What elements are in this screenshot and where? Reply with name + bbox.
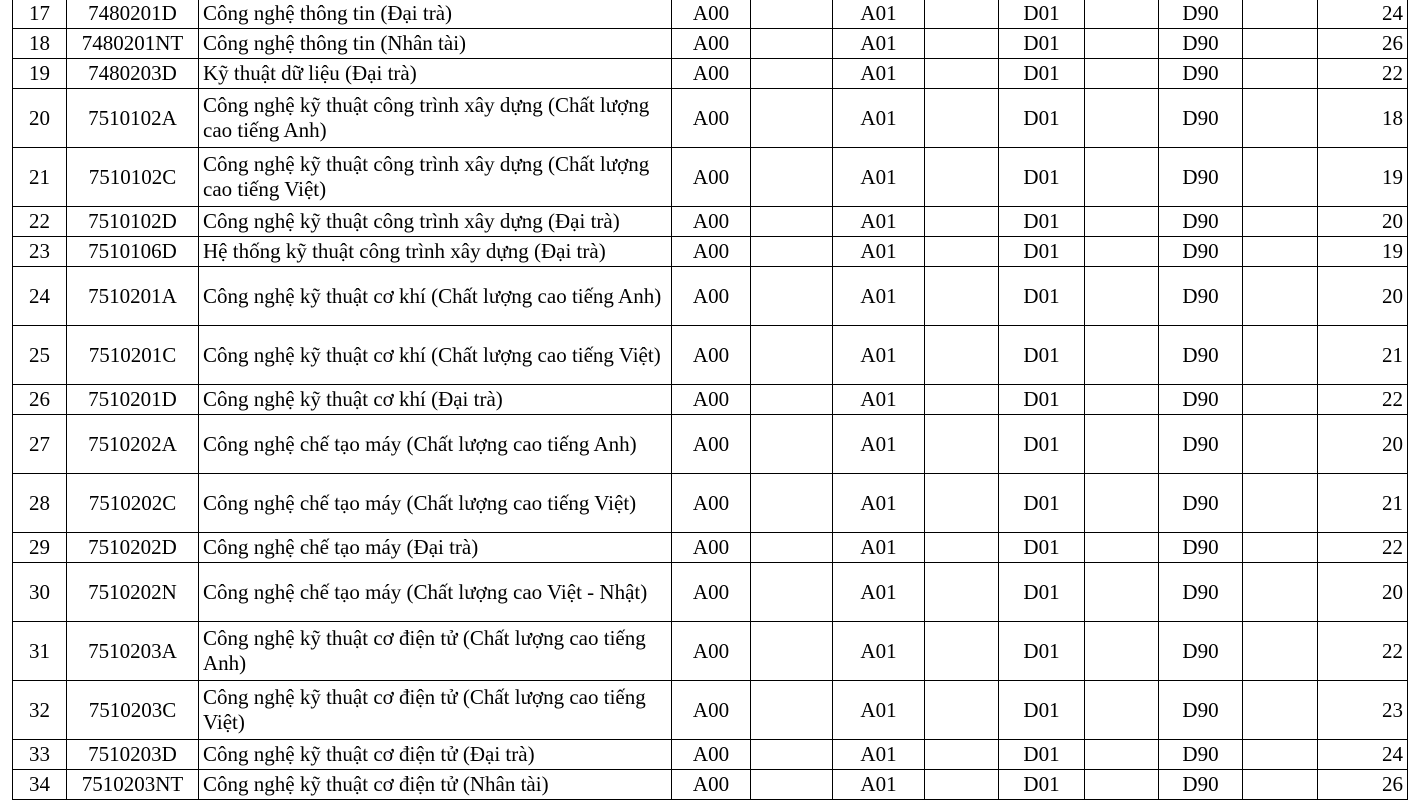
subject-block-1: A00 [672,415,751,474]
benchmark-score: 20 [1318,267,1408,326]
major-name: Công nghệ kỹ thuật cơ điện tử (Nhân tài) [199,770,672,800]
empty-cell [1243,267,1318,326]
row-number: 23 [13,237,67,267]
table-row [13,148,1408,207]
major-name: Công nghệ kỹ thuật cơ điện tử (Đại trà) [199,740,672,770]
table-row [13,29,1408,59]
empty-cell [1085,681,1159,740]
row-number: 25 [13,326,67,385]
benchmark-score: 26 [1318,29,1408,59]
empty-cell [925,59,999,89]
major-name: Hệ thống kỹ thuật công trình xây dựng (Đại trà) [199,237,672,267]
major-name: Công nghệ kỹ thuật cơ điện tử (Chất lượng cao tiếng Việt) [199,681,672,740]
subject-block-1: A00 [672,474,751,533]
subject-block-3: D01 [999,474,1085,533]
benchmark-score: 21 [1318,326,1408,385]
table-row [13,326,1408,385]
major-name: Công nghệ kỹ thuật công trình xây dựng (Đại trà) [199,207,672,237]
row-number: 17 [13,0,67,29]
empty-cell [751,474,833,533]
subject-block-2: A01 [833,740,925,770]
subject-block-3: D01 [999,89,1085,148]
subject-block-2: A01 [833,563,925,622]
row-number: 21 [13,148,67,207]
subject-block-2: A01 [833,59,925,89]
subject-block-4: D90 [1159,474,1243,533]
empty-cell [1243,29,1318,59]
major-name: Công nghệ kỹ thuật công trình xây dựng (Chất lượng cao tiếng Việt) [199,148,672,207]
major-code: 7510102D [67,207,199,237]
subject-block-2: A01 [833,622,925,681]
subject-block-3: D01 [999,0,1085,29]
empty-cell [1243,207,1318,237]
table-row [13,207,1408,237]
major-name: Công nghệ chế tạo máy (Chất lượng cao tiếng Việt) [199,474,672,533]
subject-block-2: A01 [833,474,925,533]
subject-block-2: A01 [833,326,925,385]
empty-cell [925,0,999,29]
empty-cell [1085,29,1159,59]
benchmark-score: 24 [1318,0,1408,29]
major-code: 7510201C [67,326,199,385]
subject-block-3: D01 [999,207,1085,237]
empty-cell [925,415,999,474]
row-number: 22 [13,207,67,237]
benchmark-score: 22 [1318,385,1408,415]
empty-cell [1243,533,1318,563]
major-code: 7480201NT [67,29,199,59]
subject-block-4: D90 [1159,385,1243,415]
table-row [13,770,1408,800]
empty-cell [1243,770,1318,800]
major-code: 7510202A [67,415,199,474]
row-number: 27 [13,415,67,474]
subject-block-4: D90 [1159,563,1243,622]
table-row [13,385,1408,415]
empty-cell [1085,237,1159,267]
empty-cell [925,326,999,385]
table-row [13,681,1408,740]
empty-cell [925,207,999,237]
subject-block-2: A01 [833,415,925,474]
subject-block-1: A00 [672,681,751,740]
row-number: 18 [13,29,67,59]
subject-block-1: A00 [672,89,751,148]
empty-cell [1243,415,1318,474]
empty-cell [925,622,999,681]
table-row [13,415,1408,474]
major-name: Công nghệ kỹ thuật công trình xây dựng (Chất lượng cao tiếng Anh) [199,89,672,148]
major-code: 7510201A [67,267,199,326]
empty-cell [1085,0,1159,29]
benchmark-score: 22 [1318,622,1408,681]
row-number: 26 [13,385,67,415]
row-number: 34 [13,770,67,800]
empty-cell [925,237,999,267]
empty-cell [1243,0,1318,29]
subject-block-4: D90 [1159,740,1243,770]
empty-cell [1085,59,1159,89]
benchmark-score: 23 [1318,681,1408,740]
subject-block-3: D01 [999,267,1085,326]
benchmark-score: 20 [1318,563,1408,622]
empty-cell [751,59,833,89]
benchmark-score: 24 [1318,740,1408,770]
major-code: 7510202N [67,563,199,622]
empty-cell [751,533,833,563]
subject-block-2: A01 [833,770,925,800]
subject-block-4: D90 [1159,0,1243,29]
row-number: 28 [13,474,67,533]
empty-cell [1085,740,1159,770]
empty-cell [925,148,999,207]
major-name: Công nghệ kỹ thuật cơ khí (Chất lượng cao tiếng Việt) [199,326,672,385]
empty-cell [1085,207,1159,237]
subject-block-2: A01 [833,267,925,326]
subject-block-1: A00 [672,533,751,563]
empty-cell [751,267,833,326]
major-name: Công nghệ thông tin (Đại trà) [199,0,672,29]
subject-block-2: A01 [833,148,925,207]
subject-block-2: A01 [833,207,925,237]
subject-block-2: A01 [833,533,925,563]
empty-cell [751,326,833,385]
empty-cell [1243,681,1318,740]
empty-cell [1085,563,1159,622]
major-code: 7510102C [67,148,199,207]
empty-cell [1085,622,1159,681]
major-name: Công nghệ kỹ thuật cơ khí (Chất lượng cao tiếng Anh) [199,267,672,326]
subject-block-4: D90 [1159,59,1243,89]
subject-block-3: D01 [999,326,1085,385]
benchmark-score: 20 [1318,415,1408,474]
benchmark-score: 22 [1318,59,1408,89]
major-code: 7480201D [67,0,199,29]
subject-block-4: D90 [1159,622,1243,681]
major-code: 7510202D [67,533,199,563]
empty-cell [1243,474,1318,533]
benchmark-score: 19 [1318,148,1408,207]
empty-cell [925,770,999,800]
row-number: 29 [13,533,67,563]
row-number: 33 [13,740,67,770]
empty-cell [1085,267,1159,326]
empty-cell [1243,385,1318,415]
subject-block-1: A00 [672,267,751,326]
empty-cell [751,385,833,415]
subject-block-2: A01 [833,385,925,415]
table-row [13,740,1408,770]
subject-block-1: A00 [672,770,751,800]
subject-block-4: D90 [1159,681,1243,740]
major-code: 7510203C [67,681,199,740]
empty-cell [925,385,999,415]
subject-block-4: D90 [1159,533,1243,563]
major-code: 7510106D [67,237,199,267]
empty-cell [1085,474,1159,533]
subject-block-1: A00 [672,29,751,59]
subject-block-4: D90 [1159,29,1243,59]
empty-cell [1243,622,1318,681]
empty-cell [925,681,999,740]
table-row [13,474,1408,533]
empty-cell [751,207,833,237]
empty-cell [925,89,999,148]
empty-cell [751,740,833,770]
benchmark-score: 22 [1318,533,1408,563]
subject-block-1: A00 [672,326,751,385]
empty-cell [751,0,833,29]
table-row [13,0,1408,29]
empty-cell [1085,385,1159,415]
major-name: Công nghệ kỹ thuật cơ khí (Đại trà) [199,385,672,415]
subject-block-4: D90 [1159,148,1243,207]
major-name: Công nghệ thông tin (Nhân tài) [199,29,672,59]
subject-block-1: A00 [672,148,751,207]
empty-cell [1085,415,1159,474]
empty-cell [751,237,833,267]
subject-block-3: D01 [999,533,1085,563]
table-row [13,237,1408,267]
row-number: 20 [13,89,67,148]
subject-block-3: D01 [999,237,1085,267]
benchmark-score: 20 [1318,207,1408,237]
subject-block-3: D01 [999,563,1085,622]
subject-block-1: A00 [672,622,751,681]
subject-block-2: A01 [833,89,925,148]
table-row [13,533,1408,563]
subject-block-4: D90 [1159,415,1243,474]
empty-cell [1243,740,1318,770]
empty-cell [1085,89,1159,148]
benchmark-score: 21 [1318,474,1408,533]
subject-block-3: D01 [999,770,1085,800]
row-number: 19 [13,59,67,89]
empty-cell [925,267,999,326]
table-row [13,59,1408,89]
benchmark-score: 19 [1318,237,1408,267]
subject-block-3: D01 [999,29,1085,59]
subject-block-3: D01 [999,415,1085,474]
subject-block-1: A00 [672,740,751,770]
benchmark-score: 18 [1318,89,1408,148]
major-name: Công nghệ chế tạo máy (Đại trà) [199,533,672,563]
subject-block-2: A01 [833,681,925,740]
empty-cell [751,148,833,207]
subject-block-2: A01 [833,237,925,267]
empty-cell [925,533,999,563]
subject-block-1: A00 [672,59,751,89]
subject-block-2: A01 [833,29,925,59]
empty-cell [751,415,833,474]
subject-block-4: D90 [1159,267,1243,326]
major-code: 7510203NT [67,770,199,800]
empty-cell [751,563,833,622]
subject-block-2: A01 [833,0,925,29]
subject-block-4: D90 [1159,207,1243,237]
empty-cell [751,622,833,681]
empty-cell [925,29,999,59]
major-code: 7510203D [67,740,199,770]
subject-block-1: A00 [672,0,751,29]
subject-block-3: D01 [999,681,1085,740]
major-name: Công nghệ chế tạo máy (Chất lượng cao Việt - Nhật) [199,563,672,622]
subject-block-1: A00 [672,207,751,237]
subject-block-1: A00 [672,237,751,267]
table-row [13,563,1408,622]
table-row [13,267,1408,326]
row-number: 32 [13,681,67,740]
major-code: 7510202C [67,474,199,533]
subject-block-3: D01 [999,622,1085,681]
empty-cell [751,89,833,148]
major-code: 7510201D [67,385,199,415]
major-name: Kỹ thuật dữ liệu (Đại trà) [199,59,672,89]
major-code: 7480203D [67,59,199,89]
empty-cell [1085,148,1159,207]
admission-score-table [12,0,1408,800]
empty-cell [1085,533,1159,563]
empty-cell [1085,326,1159,385]
subject-block-4: D90 [1159,237,1243,267]
empty-cell [751,29,833,59]
major-name: Công nghệ kỹ thuật cơ điện tử (Chất lượng cao tiếng Anh) [199,622,672,681]
row-number: 24 [13,267,67,326]
empty-cell [1243,59,1318,89]
empty-cell [751,770,833,800]
row-number: 31 [13,622,67,681]
empty-cell [925,474,999,533]
benchmark-score: 26 [1318,770,1408,800]
subject-block-1: A00 [672,385,751,415]
empty-cell [1243,563,1318,622]
table-body [13,0,1408,800]
major-code: 7510203A [67,622,199,681]
major-code: 7510102A [67,89,199,148]
empty-cell [1085,770,1159,800]
empty-cell [1243,237,1318,267]
empty-cell [1243,89,1318,148]
subject-block-4: D90 [1159,770,1243,800]
subject-block-3: D01 [999,740,1085,770]
subject-block-3: D01 [999,148,1085,207]
empty-cell [751,681,833,740]
subject-block-4: D90 [1159,89,1243,148]
row-number: 30 [13,563,67,622]
subject-block-3: D01 [999,59,1085,89]
empty-cell [1243,148,1318,207]
empty-cell [925,563,999,622]
major-name: Công nghệ chế tạo máy (Chất lượng cao tiếng Anh) [199,415,672,474]
subject-block-3: D01 [999,385,1085,415]
subject-block-4: D90 [1159,326,1243,385]
empty-cell [925,740,999,770]
table-row [13,89,1408,148]
table-row [13,622,1408,681]
subject-block-1: A00 [672,563,751,622]
empty-cell [1243,326,1318,385]
